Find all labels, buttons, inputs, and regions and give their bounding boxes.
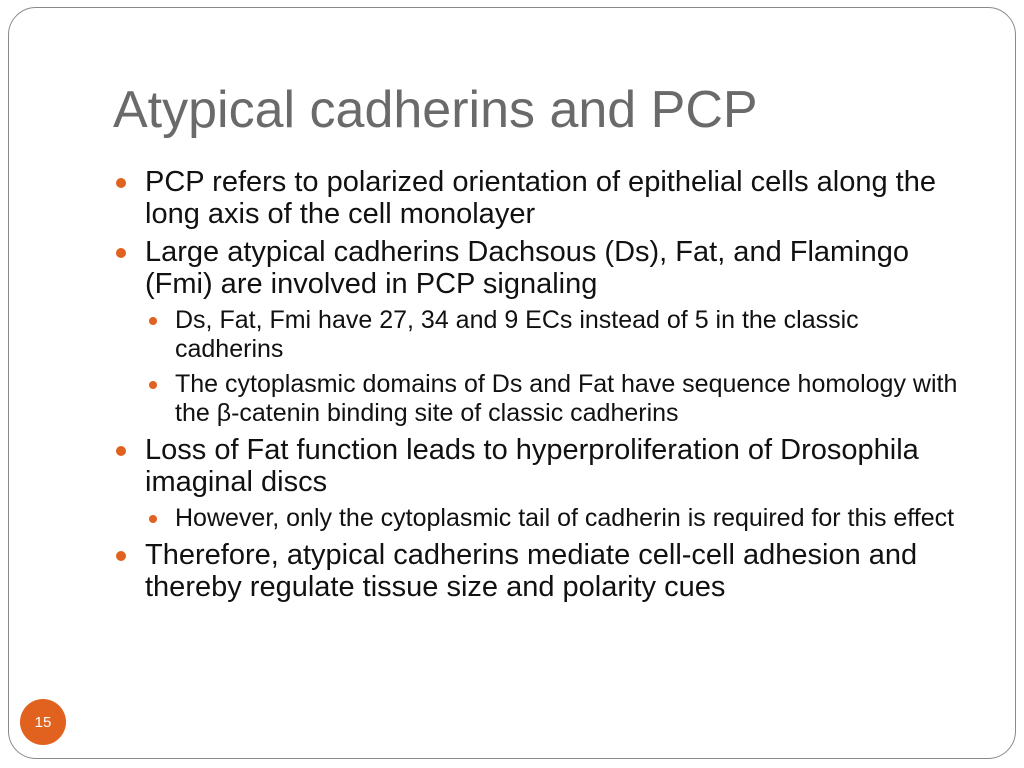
bullet-item xyxy=(113,434,973,533)
slide-title: Atypical cadherins and PCP xyxy=(113,81,758,139)
bullet-list xyxy=(113,166,973,603)
bullet-item xyxy=(113,539,973,603)
bullet-text: Loss of Fat function leads to hyperproliferation of Drosophila imaginal discs xyxy=(145,434,919,498)
bullet-dot-icon xyxy=(116,551,126,561)
bullet-dot-icon xyxy=(116,178,126,188)
bullet-item xyxy=(113,236,973,428)
sub-bullet-text: However, only the cytoplasmic tail of cadherin is required for this effect xyxy=(175,504,955,532)
bullet-text: PCP refers to polarized orientation of epithelial cells along the long axis of the cell monolayer xyxy=(145,166,936,230)
sub-bullet-dot-icon xyxy=(149,317,157,325)
sub-bullet-list xyxy=(145,306,973,428)
sub-bullet-item xyxy=(145,504,973,533)
sub-bullet-dot-icon xyxy=(149,381,157,389)
sub-bullet-item xyxy=(145,370,973,428)
sub-bullet-item xyxy=(145,306,973,364)
slide-content xyxy=(113,166,973,609)
sub-bullet-text: The cytoplasmic domains of Ds and Fat have sequence homology with the β-catenin binding site of classic cadherins xyxy=(175,370,958,427)
bullet-text: Large atypical cadherins Dachsous (Ds), Fat, and Flamingo (Fmi) are involved in PCP signaling xyxy=(145,236,910,300)
sub-bullet-dot-icon xyxy=(149,515,157,523)
bullet-dot-icon xyxy=(116,248,126,258)
sub-bullet-list xyxy=(145,504,973,533)
bullet-text: Therefore, atypical cadherins mediate cell-cell adhesion and thereby regulate tissue size and polarity cues xyxy=(145,539,918,603)
sub-bullet-text: Ds, Fat, Fmi have 27, 34 and 9 ECs instead of 5 in the classic cadherins xyxy=(175,306,859,363)
bullet-item xyxy=(113,166,973,230)
bullet-dot-icon xyxy=(116,446,126,456)
page-number-badge: 15 xyxy=(20,699,66,745)
